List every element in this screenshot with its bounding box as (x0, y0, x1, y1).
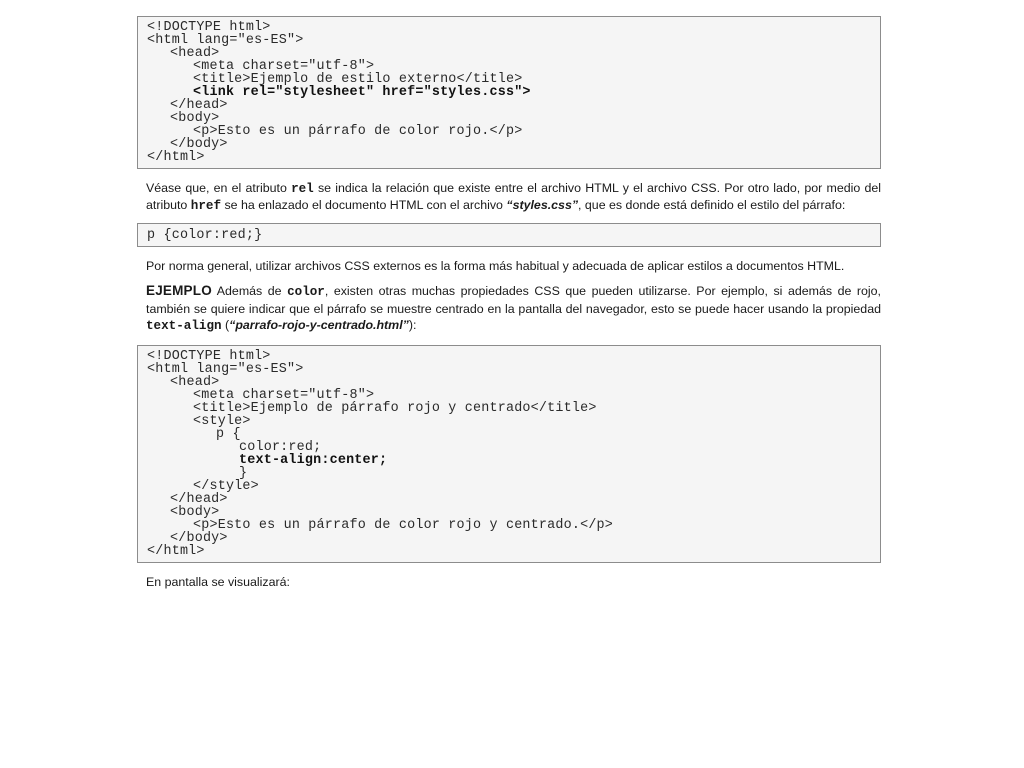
code-line: <meta charset="utf-8"> (193, 388, 375, 404)
document-page (137, 16, 881, 591)
code-line: </body> (170, 531, 228, 547)
code-line: </html> (147, 544, 205, 560)
inline-code-text-align: text-align (146, 319, 222, 334)
code-line: color:red; (239, 440, 322, 456)
code-line-link-tag: <link rel="stylesheet" href="styles.css"> (193, 85, 531, 100)
code-line: <!DOCTYPE html> (147, 20, 271, 35)
code-line: <html lang="es-ES"> (147, 362, 304, 378)
text: , que es donde está definido el estilo del párrafo: (578, 198, 846, 213)
inline-code-rel: rel (291, 182, 314, 196)
code-line: <title>Ejemplo de estilo externo</title> (193, 72, 523, 87)
text: Véase que, en el atributo (146, 181, 292, 195)
code-line: <head> (170, 46, 220, 61)
code-line: p { (216, 427, 241, 443)
code-line-text-align: text-align:center; (239, 453, 388, 469)
filename-parrafo-rojo-y-centrado: “parrafo-rojo-y-centrado.html” (229, 318, 409, 333)
paragraph-example (137, 283, 881, 334)
code-line: <p>Esto es un párrafo de color rojo.</p> (193, 124, 523, 139)
code-line: </style> (193, 479, 259, 495)
inline-code-color: color (287, 285, 325, 300)
code-line: <title>Ejemplo de párrafo rojo y centrado</title> (193, 401, 597, 417)
code-line: <style> (193, 414, 251, 430)
text: se ha enlazado el documento HTML con el archivo (221, 198, 507, 213)
code-line: </html> (147, 150, 205, 165)
code-line: <body> (170, 111, 220, 126)
example-label: EJEMPLO (146, 283, 212, 299)
paragraph-screen-result: En pantalla se visualizará: (146, 575, 290, 590)
code-line: } (239, 466, 248, 482)
code-line: <head> (170, 375, 220, 391)
code-line: <html lang="es-ES"> (147, 33, 304, 48)
text: ( (221, 318, 230, 333)
paragraph-external-css-note: Por norma general, utilizar archivos CSS externos es la forma más habitual y adecuada de aplicar estilos a documentos HTML. (146, 258, 845, 273)
code-block-css-rule (137, 223, 881, 247)
code-block-internal-style (137, 345, 881, 563)
code-line: <meta charset="utf-8"> (193, 59, 375, 74)
text: , existen otras muchas propiedades CSS que pueden utilizarse. Por ejemplo, si además de rojo, también se quiere indicar que el párrafo se muestre centrado en la pantalla del navegador, esto se puede hacer usando la propiedad (146, 284, 881, 316)
code-line: <body> (170, 505, 220, 521)
code-line: </body> (170, 137, 228, 152)
text: se indica la relación que existe entre el archivo HTML y el archivo CSS. Por otro lado, por medio del atributo (146, 181, 881, 213)
inline-code-href: href (190, 199, 222, 214)
code-line: </head> (170, 492, 228, 508)
code-line: <p>Esto es un párrafo de color rojo y centrado.</p> (193, 518, 614, 534)
code-line: </head> (170, 98, 228, 113)
text: Además de (211, 284, 288, 299)
code-line: p {color:red;} (147, 227, 263, 243)
text: ): (408, 318, 417, 333)
filename-styles-css: “styles.css” (506, 198, 579, 213)
code-line: <!DOCTYPE html> (147, 349, 271, 365)
paragraph-rel-href (137, 180, 881, 215)
code-block-external-css (137, 16, 881, 169)
